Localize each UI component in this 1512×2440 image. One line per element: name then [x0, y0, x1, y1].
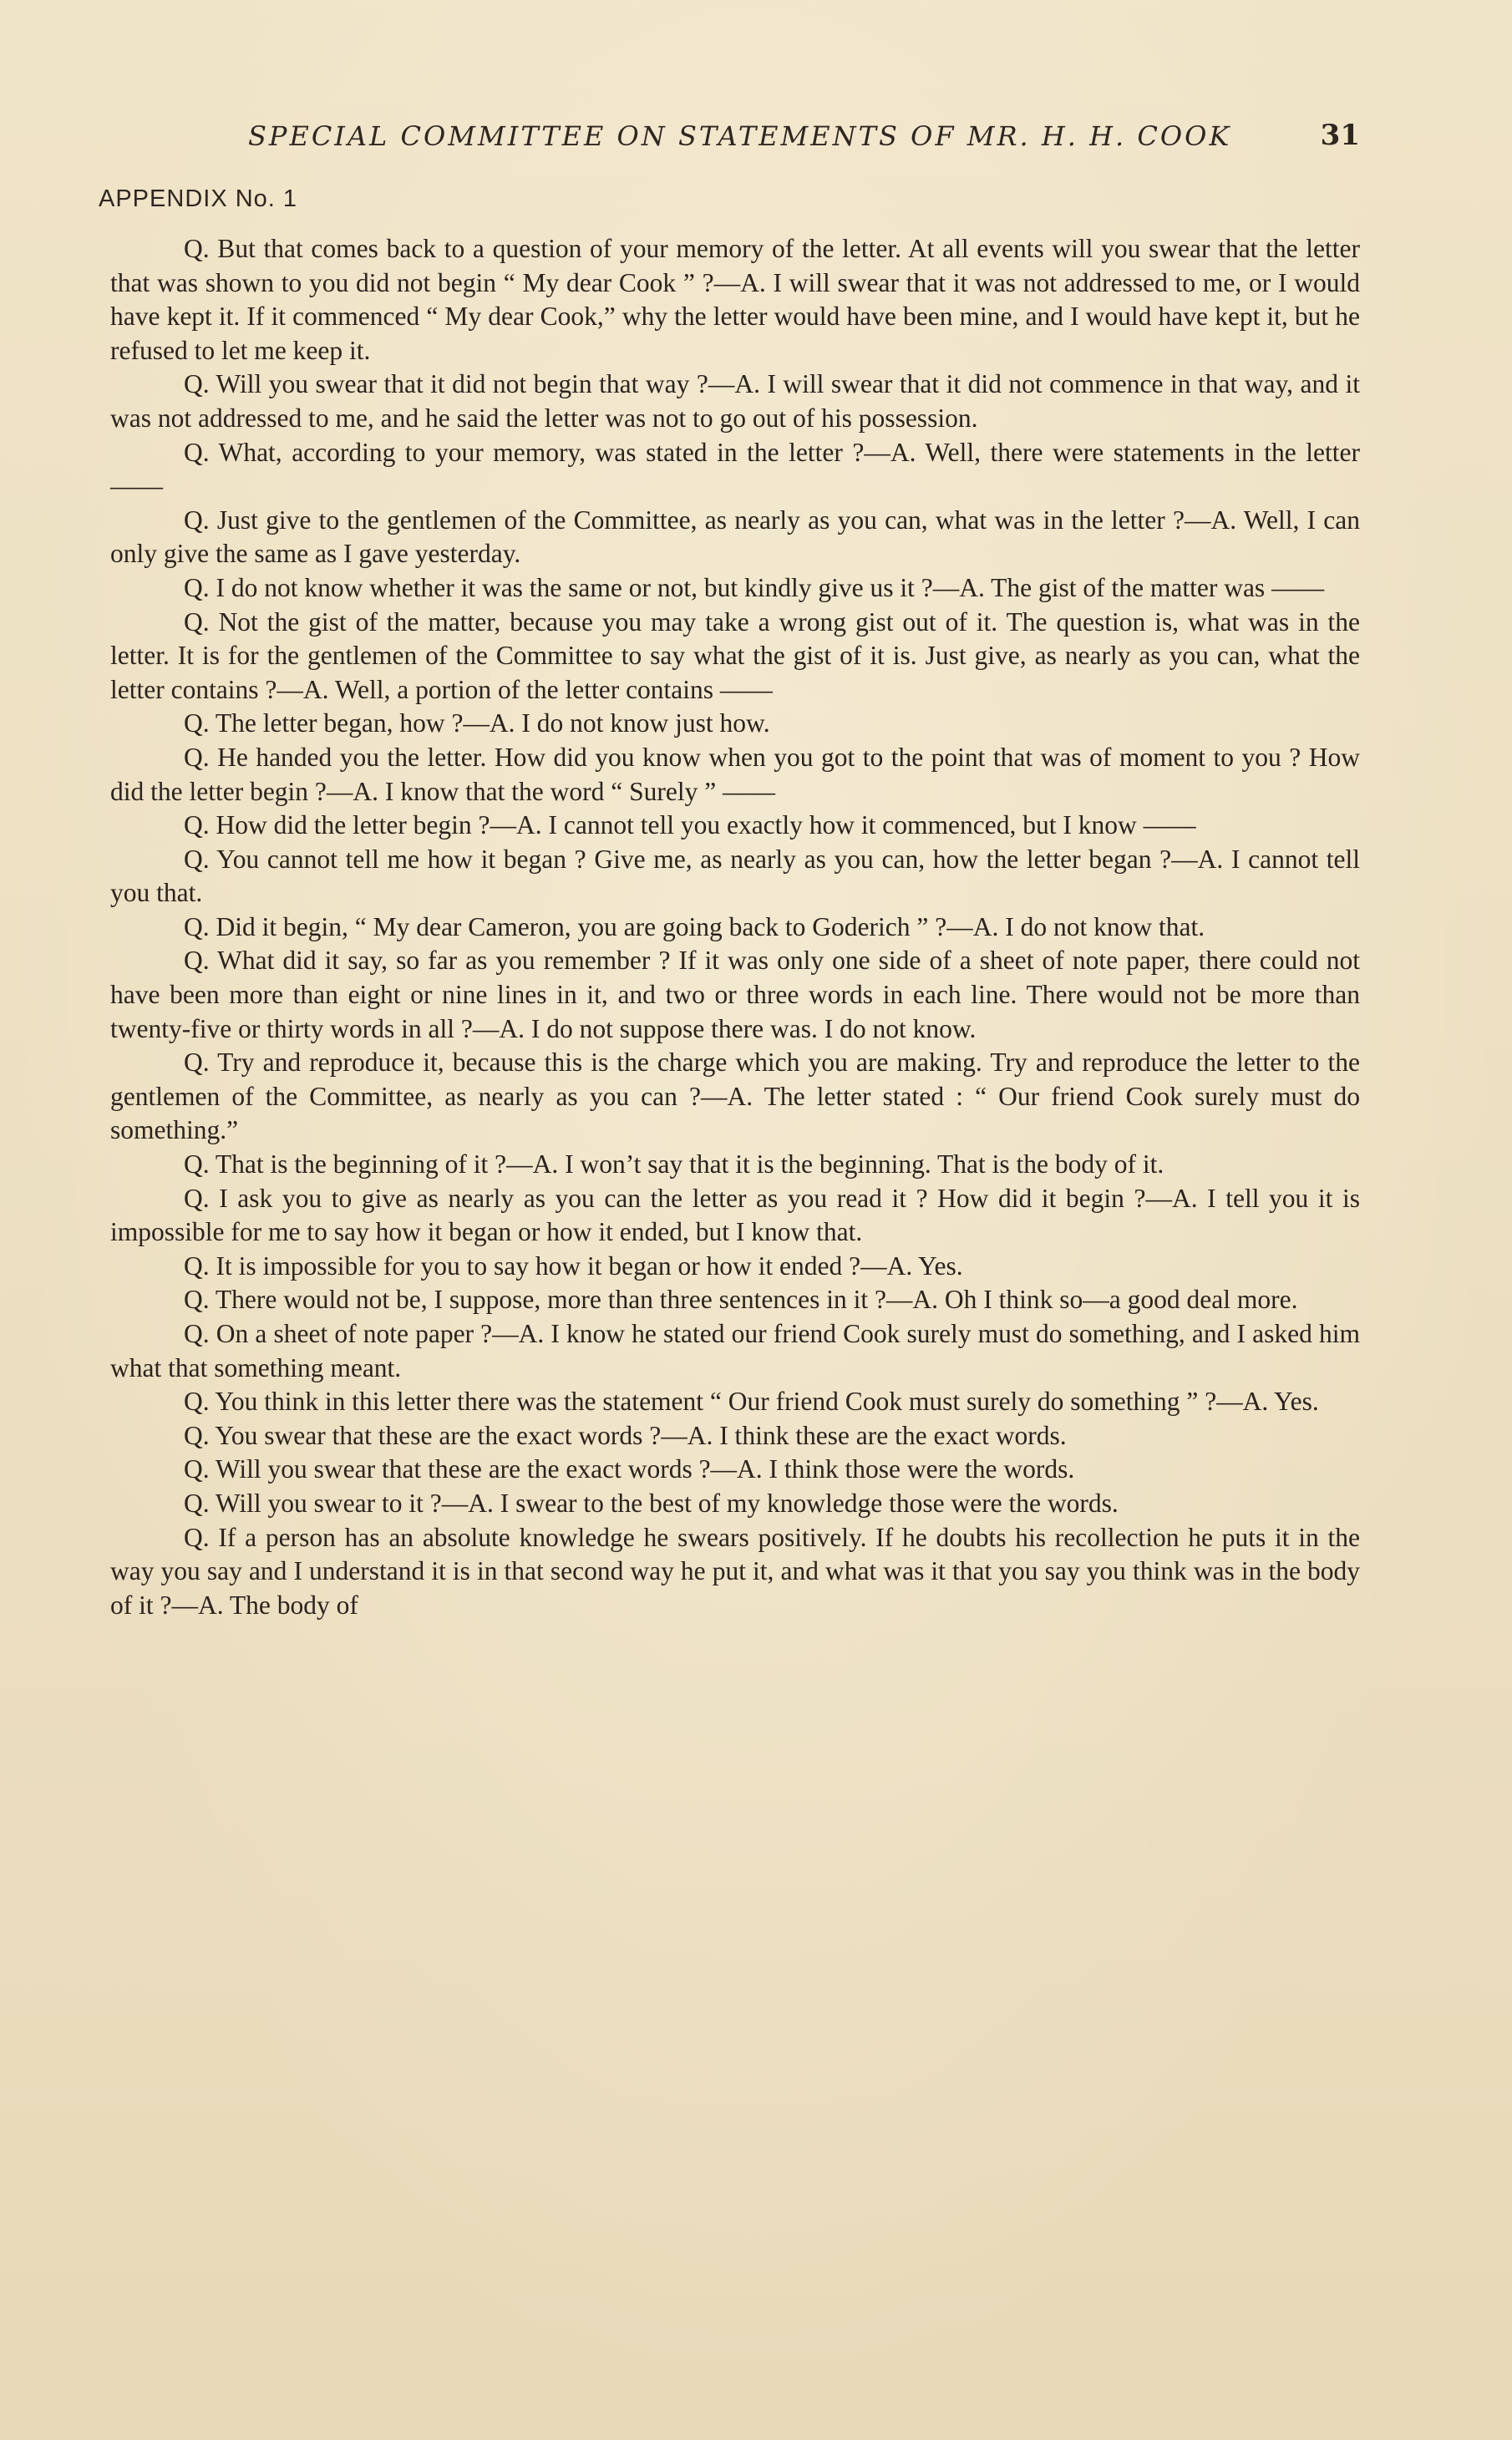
paragraph: Q. What did it say, so far as you remember ? If it was only one side of a sheet of note paper, there could not have been more than eight or nine lines in it, and two or three words in each line. There would not be more than twenty-five or thirty words in all ?—A. I do not suppose there was. I do not know.	[110, 946, 1360, 1043]
page-number: 31	[1320, 119, 1360, 152]
paragraph: Q. Not the gist of the matter, because you may take a wrong gist out of it. The question is, what was in the letter. It is for the gentlemen of the Committee to say what the gist of it is. Just give, as nearly as you can, what the letter contains ?—A. Well, a portion of the letter contains ——	[110, 606, 1360, 704]
paragraph: Q. Will you swear that these are the exact words ?—A. I think those were the words.	[184, 1454, 1075, 1484]
paragraph: Q. If a person has an absolute knowledge he swears positively. If he doubts his recollection he puts it in the way you say and I understand it is in that second way he put it, and what was it that you say you think was in the body of it ?—A. The body of	[110, 1522, 1360, 1620]
paragraph: Q. How did the letter begin ?—A. I cannot tell you exactly how it commenced, but I know ——	[184, 810, 1196, 840]
paragraph: Q. Try and reproduce it, because this is the charge which you are making. Try and reproduce the letter to the gentlemen of the Committee, as nearly as you can ?—A. The letter stated : “ Our friend Cook surely must do something.”	[110, 1048, 1360, 1145]
paragraph: Q. Did it begin, “ My dear Cameron, you are going back to Goderich ” ?—A. I do not know that.	[184, 911, 1205, 941]
paragraph: Q. Will you swear that it did not begin that way ?—A. I will swear that it did not commence in that way, and it was not addressed to me, and he said the letter was not to go out of his possession.	[110, 369, 1360, 433]
page-header	[110, 115, 1360, 165]
appendix-label: APPENDIX No. 1	[99, 185, 298, 212]
paragraph: Q. Just give to the gentlemen of the Committee, as nearly as you can, what was in the letter ?—A. Well, I can only give the same as I gave yesterday.	[110, 505, 1360, 569]
paragraph: Q. It is impossible for you to say how it began or how it ended ?—A. Yes.	[184, 1250, 963, 1281]
paragraph: Q. You swear that these are the exact words ?—A. I think these are the exact words.	[184, 1420, 1067, 1450]
paragraph: Q. The letter began, how ?—A. I do not know just how.	[184, 708, 770, 738]
paragraph: Q. He handed you the letter. How did you know when you got to the point that was of moment to you ? How did the letter begin ?—A. I know that the word “ Surely ” ——	[110, 742, 1360, 806]
paragraph: Q. What, according to your memory, was stated in the letter ?—A. Well, there were statements in the letter ——	[110, 437, 1360, 501]
paragraph: Q. There would not be, I suppose, more than three sentences in it ?—A. Oh I think so—a good deal more.	[184, 1285, 1298, 1315]
testimony-text	[110, 232, 1360, 1622]
paragraph: Q. You think in this letter there was the statement “ Our friend Cook must surely do something ” ?—A. Yes.	[184, 1387, 1319, 1417]
paragraph: Q. I ask you to give as nearly as you can the letter as you read it ? How did it begin ?—A. I tell you it is impossible for me to say how it began or how it ended, but I know that.	[110, 1183, 1360, 1247]
paragraph: Q. But that comes back to a question of your memory of the letter. At all events will you swear that the letter that was shown to you did not begin “ My dear Cook ” ?—A. I will swear that it was not addressed to me, or I would have kept it. If it commenced “ My dear Cook,” why the letter would have been mine, and I would have kept it, but he refused to let me keep it.	[110, 234, 1360, 365]
paragraph: Q. On a sheet of note paper ?—A. I know he stated our friend Cook surely must do something, and I asked him what that something meant.	[110, 1319, 1360, 1382]
paragraph: Q. You cannot tell me how it began ? Give me, as nearly as you can, how the letter began ?—A. I cannot tell you that.	[110, 844, 1360, 908]
paragraph: Q. I do not know whether it was the same or not, but kindly give us it ?—A. The gist of the matter was ——	[184, 572, 1325, 602]
paragraph: Q. That is the beginning of it ?—A. I won’t say that it is the beginning. That is the body of it.	[184, 1149, 1164, 1179]
paragraph: Q. Will you swear to it ?—A. I swear to the best of my knowledge those were the words.	[184, 1488, 1119, 1518]
running-title: SPECIAL COMMITTEE ON STATEMENTS OF MR. H. H. COOK	[248, 120, 1232, 152]
